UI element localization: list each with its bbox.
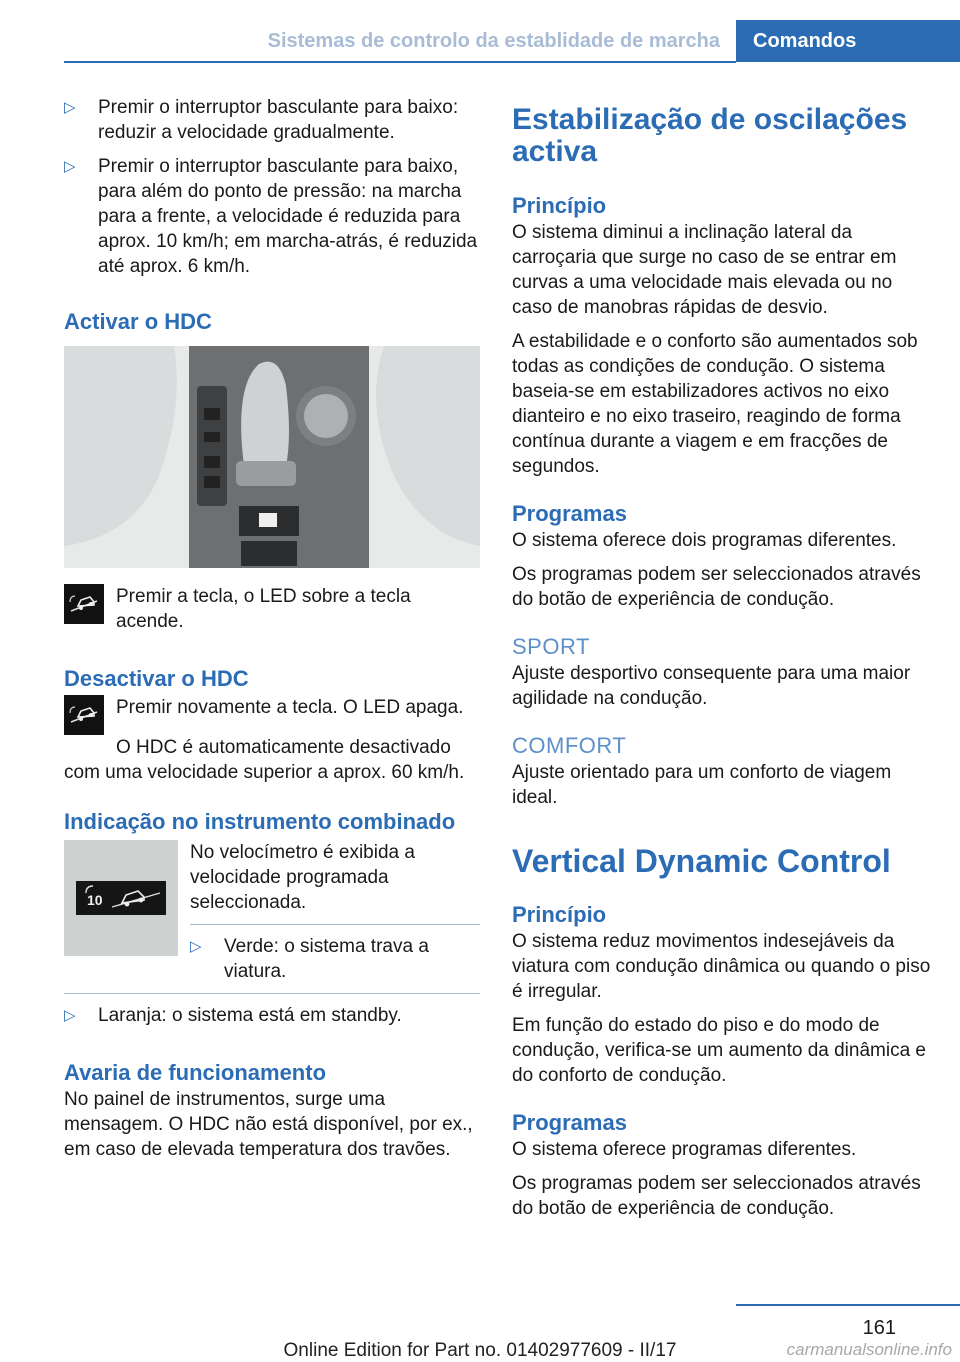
standby-list — [64, 1003, 480, 1028]
left-column — [64, 95, 480, 1171]
indicacao-block — [64, 840, 480, 984]
list-item: ▷ Premir o interruptor basculante para baixo: reduzir a velocidade gradualmente. — [64, 97, 459, 143]
indicacao-text: No velocímetro é exibida a velocidade programada seleccionada. — [190, 842, 415, 913]
list-item: ▷ Verde: o sistema trava a viatura. — [190, 936, 429, 982]
sport-text: Ajuste desportivo consequente para uma maior agilidade na condução. — [512, 663, 911, 709]
programas1-p1: O sistema oferece dois programas diferentes. — [512, 530, 897, 551]
heading-principio-1: Princípio — [512, 193, 607, 218]
instrument-cluster-indicator — [64, 840, 178, 956]
heading-estabilizacao: Estabilização de oscilações activa — [512, 103, 908, 168]
heading-programas-2: Programas — [512, 1110, 627, 1135]
heading-activar-hdc: Activar o HDC — [64, 309, 212, 334]
heading-indicacao: Indicação no instrumento combinado — [64, 809, 456, 834]
watermark: carmanualsonline.info — [786, 1340, 952, 1359]
principio1-p2: A estabilidade e o conforto são aumentados sob todas as condições de condução. O sistema baseia-se em estabilizadores activos no eixo dianteiro e no eixo traseiro, reagindo de forma contínua durante a viagem e em fracções de segundos. — [512, 331, 918, 477]
principio2-p2: Em função do estado do piso e do modo de condução, verifica-se um aumento da dinâmica e do conforto de condução. — [512, 1015, 927, 1086]
programas1-p2: Os programas podem ser seleccionados através do botão de experiência de condução. — [512, 564, 921, 610]
desactivar-instruction — [64, 695, 480, 735]
desactivar-text-1: Premir novamente a tecla. O LED apaga. — [116, 697, 464, 718]
list-item: ▷ Laranja: o sistema está em standby. — [64, 1005, 402, 1026]
desactivar-text-2: O HDC é automaticamente desactivado com uma velocidade superior a aprox. 60 km/h. — [64, 737, 465, 783]
page-number: 161 — [862, 1317, 896, 1339]
bullet-triangle-icon: ▷ — [190, 938, 202, 955]
heading-programas-1: Programas — [512, 501, 627, 526]
bullet-list-top — [64, 95, 480, 279]
right-column — [512, 104, 932, 1230]
chapter-tab: Comandos — [736, 20, 960, 62]
indicacao-list — [190, 934, 480, 984]
heading-vertical-dynamic-control: Vertical Dynamic Control — [512, 843, 891, 879]
avaria-text: No painel de instrumentos, surge uma mensagem. O HDC não está disponível, por ex., em caso de elevada temperatura dos travões. — [64, 1089, 473, 1160]
principio2-p1: O sistema reduz movimentos indesejáveis da viatura com condução dinâmica ou quando o piso é irregular. — [512, 931, 931, 1002]
bullet-triangle-icon: ▷ — [64, 158, 76, 175]
programas2-p1: O sistema oferece programas diferentes. — [512, 1139, 857, 1160]
principio1-p1: O sistema diminui a inclinação lateral da carroçaria que surge no caso de se entrar em curvas a uma velocidade mais elevada ou no caso de manobras rápidas de desvio. — [512, 222, 897, 318]
set-speed-value: 10 — [87, 892, 103, 908]
bullet-triangle-icon: ▷ — [64, 99, 76, 116]
divider — [190, 924, 480, 925]
heading-desactivar-hdc: Desactivar o HDC — [64, 666, 249, 691]
programas2-p2: Os programas podem ser seleccionados através do botão de experiência de condução. — [512, 1173, 921, 1219]
activar-text: Premir a tecla, o LED sobre a tecla acende. — [116, 586, 411, 632]
edition-line: Online Edition for Part no. 01402977609 - II/17 — [283, 1340, 677, 1361]
page-header — [0, 0, 960, 62]
footer-rule — [736, 1304, 960, 1306]
heading-principio-2: Princípio — [512, 902, 607, 927]
heading-comfort: COMFORT — [512, 733, 627, 758]
hdc-car-slope-icon — [64, 695, 104, 735]
hdc-car-slope-icon — [64, 584, 104, 624]
activar-instruction — [64, 584, 480, 634]
heading-avaria: Avaria de funcionamento — [64, 1060, 327, 1085]
list-item: ▷ Premir o interruptor basculante para baixo, para além do ponto de pressão: na marcha para a frente, a velocidade é reduzida para aprox. 10 km/h; em marcha-atrás, é reduzida até aprox. 6 km/h. — [64, 156, 478, 277]
center-console-photo — [64, 346, 480, 568]
section-title: Sistemas de controlo da establidade de marcha — [267, 30, 720, 52]
header-rule — [64, 61, 736, 63]
heading-sport: SPORT — [512, 634, 590, 659]
divider — [64, 993, 480, 994]
bullet-triangle-icon: ▷ — [64, 1007, 76, 1024]
comfort-text: Ajuste orientado para um conforto de viagem ideal. — [512, 762, 892, 808]
